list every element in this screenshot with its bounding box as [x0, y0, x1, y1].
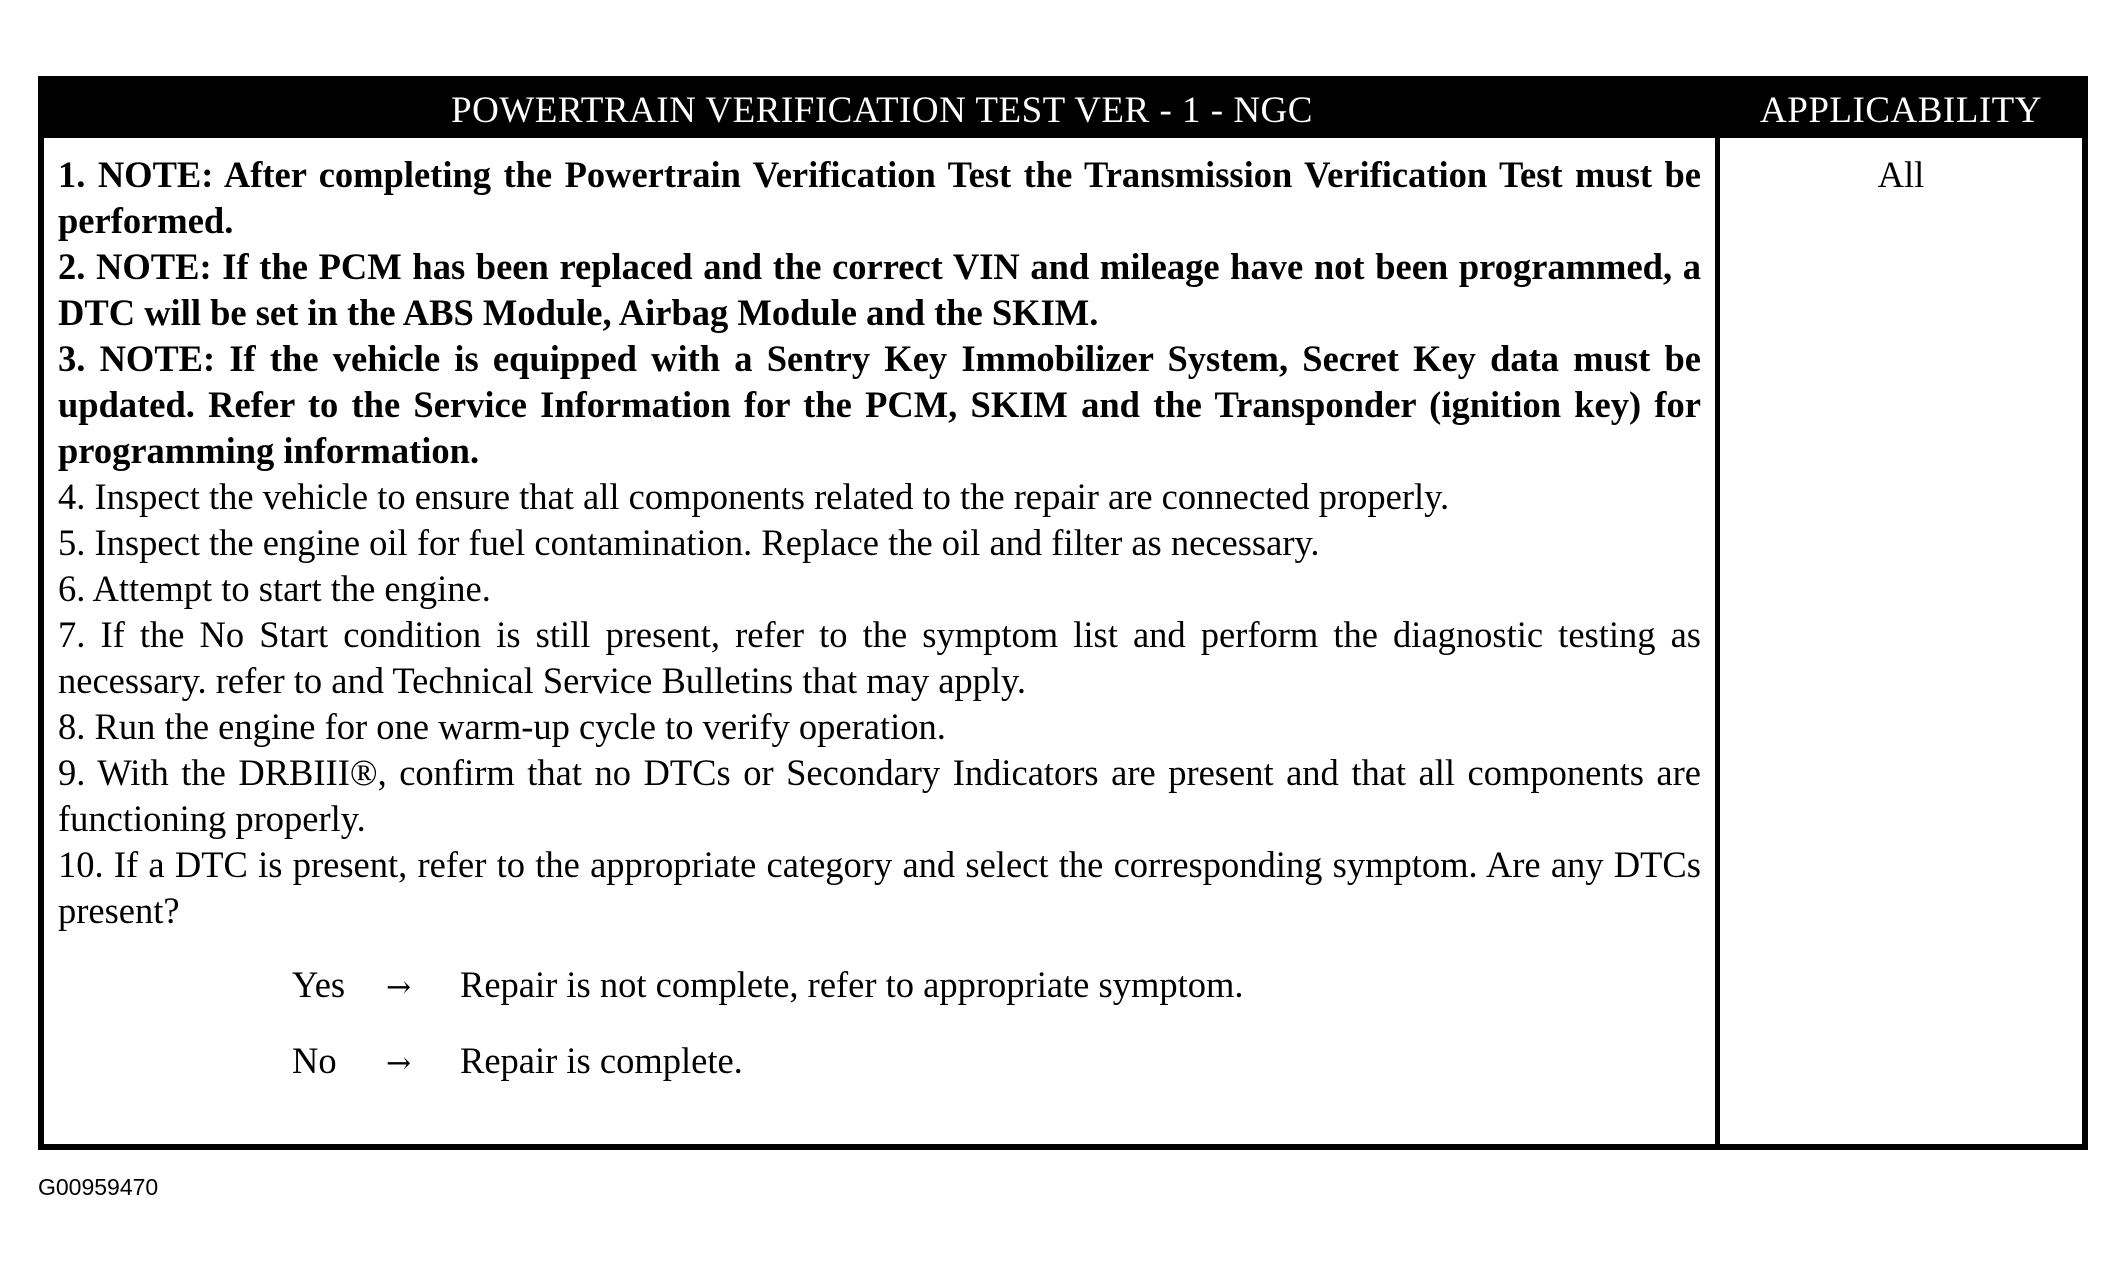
option-no-text: Repair is complete.	[460, 1040, 743, 1081]
applicability-header: APPLICABILITY	[1760, 89, 2042, 131]
step-4: 4. Inspect the vehicle to ensure that all components related to the repair are connected properly.	[58, 476, 1450, 517]
step-7: 7. If the No Start condition is still present, refer to the symptom list and perform the diagnostic testing as necessary. refer to and Technical Service Bulletins that may apply.	[58, 614, 1701, 701]
step-3: 3. NOTE: If the vehicle is equipped with a Sentry Key Immobilizer System, Secret Key data must be updated. Refer to the Service Information for the PCM, SKIM and the Transponder (ignition key) for programming information.	[58, 338, 1701, 471]
option-yes	[292, 962, 1701, 1038]
step-5: 5. Inspect the engine oil for fuel contamination. Replace the oil and filter as necessary.	[58, 522, 1320, 563]
table-header	[44, 82, 2082, 138]
step-6: 6. Attempt to start the engine.	[58, 568, 491, 609]
arrow-right-icon: →	[386, 970, 412, 1005]
figure-id: G00959470	[38, 1174, 159, 1200]
verification-test-table	[38, 76, 2088, 1150]
option-yes-label: Yes	[292, 964, 346, 1005]
applicability-value: All	[1877, 154, 1925, 195]
procedure-steps	[44, 138, 1720, 1144]
step-1: 1. NOTE: After completing the Powertrain Verification Test the Transmission Verification Test must be performed.	[58, 154, 1701, 241]
step-8: 8. Run the engine for one warm-up cycle to verify operation.	[58, 706, 946, 747]
option-no-label: No	[292, 1040, 337, 1081]
table-body	[44, 138, 2082, 1144]
option-no	[292, 1038, 1701, 1114]
step-9: 9. With the DRBIII®, confirm that no DTCs or Secondary Indicators are present and that all components are functioning properly.	[58, 752, 1701, 839]
step-10: 10. If a DTC is present, refer to the appropriate category and select the corresponding symptom. Are any DTCs present?	[58, 844, 1701, 931]
option-yes-text: Repair is not complete, refer to appropriate symptom.	[460, 964, 1244, 1005]
answer-options	[292, 962, 1701, 1114]
step-2: 2. NOTE: If the PCM has been replaced and the correct VIN and mileage have not been programmed, a DTC will be set in the ABS Module, Airbag Module and the SKIM.	[58, 246, 1701, 333]
arrow-right-icon: →	[386, 1046, 412, 1081]
table-title: POWERTRAIN VERIFICATION TEST VER - 1 - NGC	[451, 89, 1313, 131]
